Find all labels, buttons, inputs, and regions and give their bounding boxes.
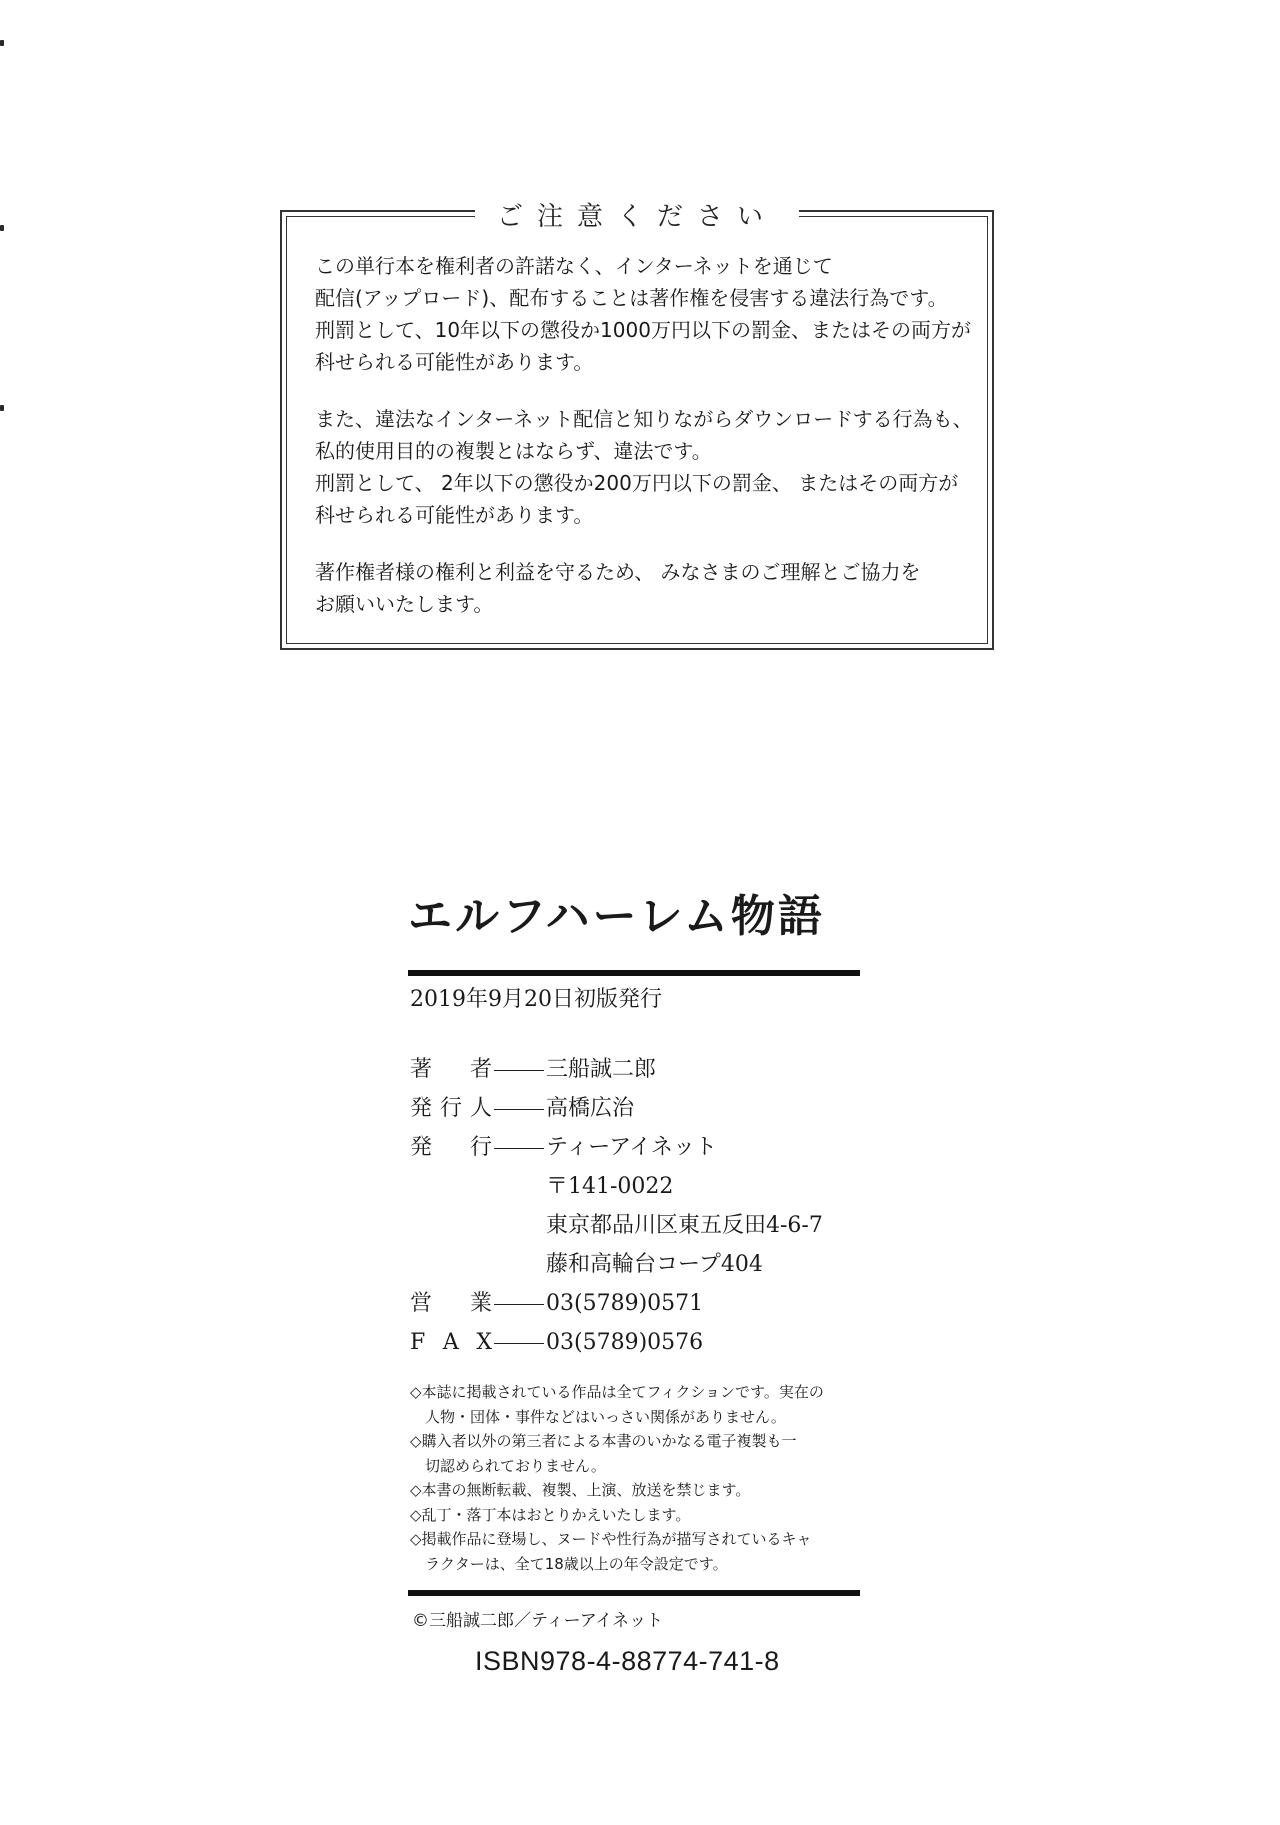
credit-row-publisher: [410, 1128, 890, 1167]
dash-rule: [492, 1323, 546, 1362]
notice-title: ご注意ください: [475, 196, 799, 233]
notice-line: また、違法なインターネット配信と知りながらダウンロードする行為も、: [315, 407, 973, 431]
credit-value: 03(5789)0571: [546, 1291, 704, 1316]
notice-paragraph: [315, 403, 975, 531]
credit-row-author: [410, 1050, 890, 1089]
credit-row-address: [410, 1206, 890, 1245]
credit-value: 三船誠二郎: [546, 1057, 657, 1082]
credit-value: ティーアイネット: [546, 1135, 717, 1160]
edge-mark: [0, 405, 4, 411]
note-line: ◇乱丁・落丁本はおとりかえいたします。: [410, 1505, 691, 1524]
credit-label: 発 行: [410, 1135, 492, 1160]
notice-line: 科せられる可能性があります。: [315, 503, 594, 527]
notice-line: 科せられる可能性があります。: [315, 350, 594, 374]
credit-value: 〒141-0022: [546, 1174, 674, 1199]
notice-line: 私的使用目的の複製とはならず、違法です。: [315, 439, 712, 463]
note-line: ◇本書の無断転載、複製、上演、放送を禁じます。: [410, 1481, 751, 1499]
credit-label: 営 業: [410, 1291, 492, 1316]
dash-rule: [492, 1089, 546, 1128]
notice-line: 刑罰として、 2年以下の懲役か200万円以下の罰金、 またはその両方が: [315, 471, 959, 495]
note-line: 切認められておりません。: [410, 1456, 606, 1475]
legal-notes: [410, 1380, 880, 1576]
credit-label: 発行人: [410, 1096, 492, 1121]
note-line: ◇購入者以外の第三者による本書のいかなる電子複製も一: [410, 1432, 797, 1450]
credit-row-publisher-person: [410, 1089, 890, 1128]
credit-row-sales-phone: [410, 1284, 890, 1323]
note-line: ◇本誌に掲載されている作品は全てフィクションです。実在の: [410, 1383, 824, 1401]
credit-label: [410, 1167, 492, 1206]
notice-box: [280, 202, 994, 650]
copyright-line: ©三船誠二郎／ティーアイネット: [412, 1611, 664, 1631]
credits-list: [410, 1050, 890, 1362]
note-line: 人物・団体・事件などはいっさい関係がありません。: [410, 1407, 786, 1426]
notice-line: 配信(アップロード)、配布することは著作権を侵害する違法行為です。: [315, 286, 948, 310]
credit-label: [410, 1245, 492, 1284]
notice-paragraph: [315, 556, 975, 620]
dash-spacer: [492, 1245, 546, 1284]
notice-body: [315, 250, 975, 645]
credit-value: 03(5789)0576: [546, 1330, 704, 1355]
dash-rule: [492, 1050, 546, 1089]
note-line: ◇掲載作品に登場し、ヌードや性行為が描写されているキャ: [410, 1530, 812, 1548]
dash-rule: [492, 1284, 546, 1323]
bottom-rule: [408, 1590, 860, 1596]
credit-value: 藤和高輪台コープ404: [546, 1252, 763, 1277]
credit-value: 東京都品川区東五反田4-6-7: [546, 1213, 823, 1238]
title-rule: [408, 970, 860, 976]
credit-row-building: [410, 1245, 890, 1284]
book-title: エルフハーレム物語: [408, 891, 825, 942]
credit-row-fax: [410, 1323, 890, 1362]
dash-spacer: [492, 1167, 546, 1206]
note-line: ラクターは、全て18歳以上の年令設定です。: [410, 1554, 728, 1573]
edge-mark: [0, 40, 4, 46]
dash-rule: [492, 1128, 546, 1167]
credit-label: [410, 1206, 492, 1245]
notice-line: 刑罰として、10年以下の懲役か1000万円以下の罰金、またはその両方が: [315, 318, 971, 342]
credit-label: 著 者: [410, 1057, 492, 1082]
credit-value: 高橋広治: [546, 1096, 635, 1121]
edge-mark: [0, 225, 4, 231]
notice-line: お願いいたします。: [315, 592, 494, 616]
isbn-number: ISBN978-4-88774-741-8: [475, 1646, 780, 1676]
credit-label: F A X: [410, 1330, 492, 1355]
notice-paragraph: [315, 250, 975, 378]
notice-line: 著作権者様の権利と利益を守るため、 みなさまのご理解とご協力を: [315, 560, 921, 584]
notice-line: この単行本を権利者の許諾なく、インターネットを通じて: [315, 254, 833, 278]
credit-row-postal-code: [410, 1167, 890, 1206]
publication-date: 2019年9月20日初版発行: [410, 987, 662, 1012]
dash-spacer: [492, 1206, 546, 1245]
